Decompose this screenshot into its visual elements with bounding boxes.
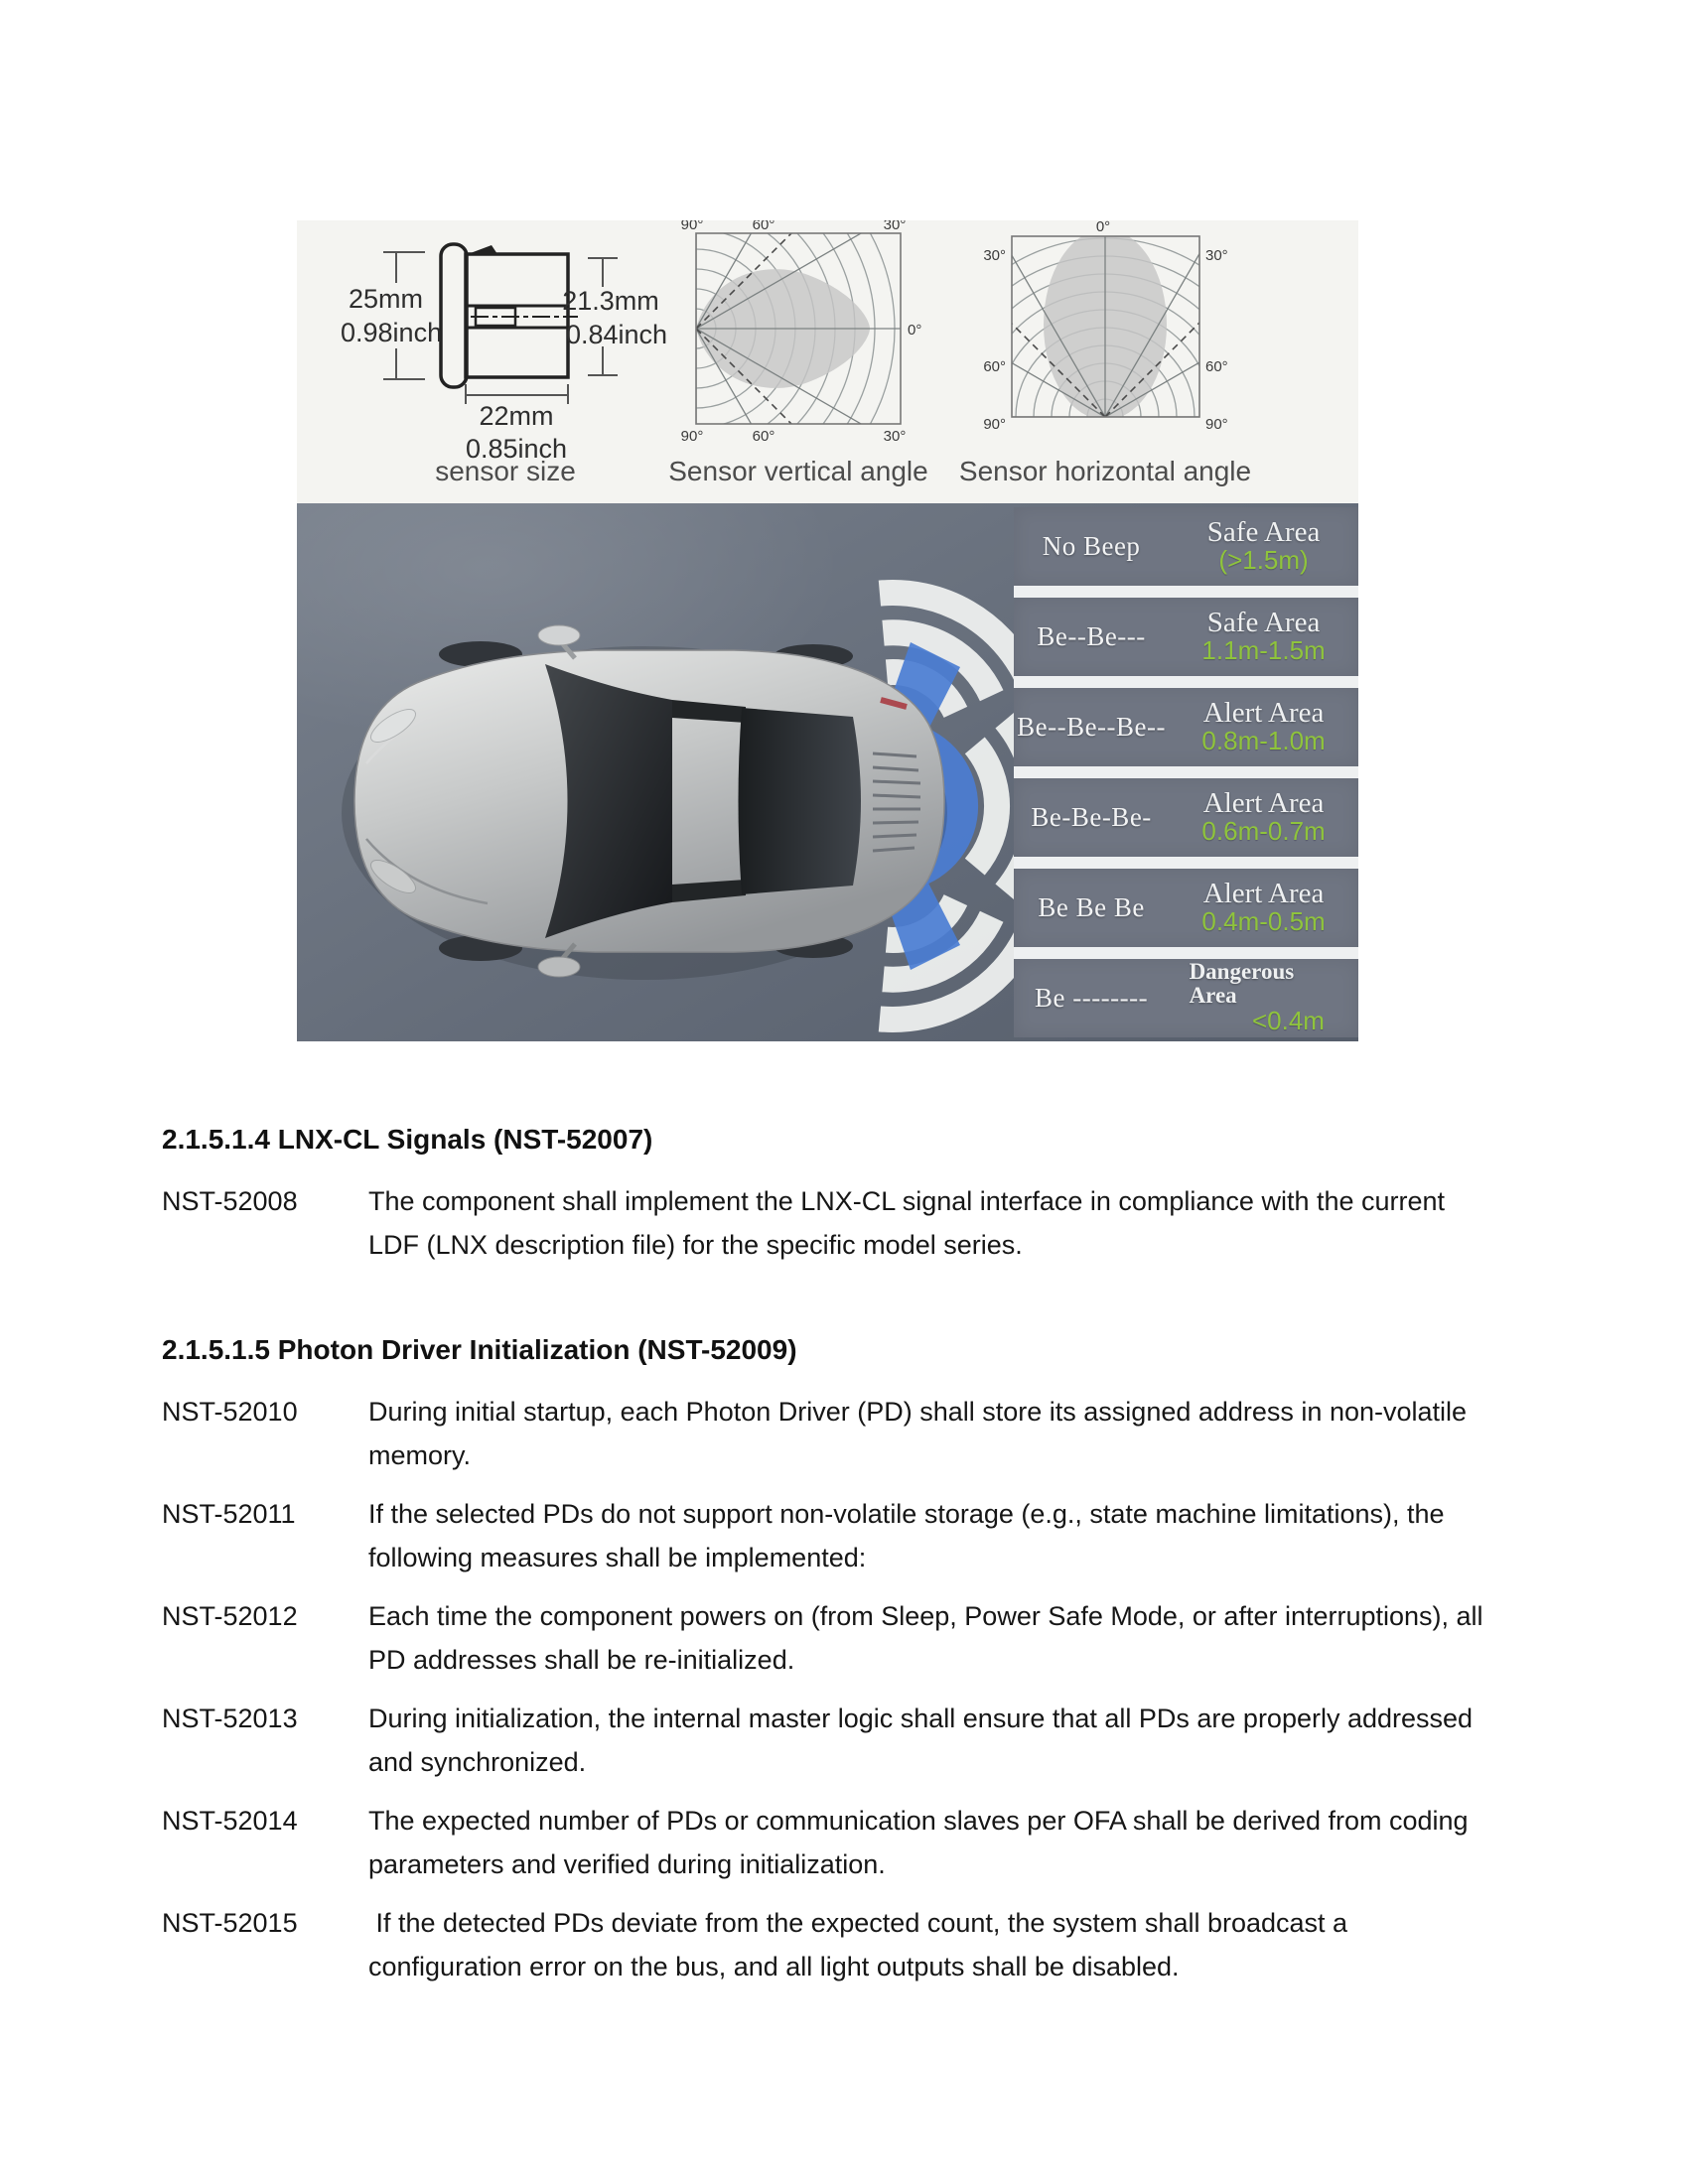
zone-range-label: 0.8m-1.0m — [1201, 726, 1326, 756]
horizontal-angle-caption: Sensor horizontal angle — [958, 456, 1252, 486]
requirement-text: If the selected PDs do not support non-volatile storage (e.g., state machine limitations), the following measures shall be implemented: — [368, 1499, 1453, 1572]
vertical-angle-label: 0° — [908, 322, 922, 339]
vertical-angle-caption: Sensor vertical angle — [668, 456, 928, 486]
horizontal-angle-diagram — [877, 220, 1334, 433]
horizontal-angle-label: 60° — [983, 358, 1006, 375]
depth-label-mm: 21.3mm — [562, 286, 659, 316]
zone-area-label: Dangerous Area — [1189, 958, 1295, 1008]
vertical-angle-label: 60° — [752, 428, 775, 445]
zone-area-label: Alert Area — [1202, 696, 1325, 729]
height-label-inch: 0.98inch — [341, 318, 443, 347]
beep-pattern: Be Be Be — [1038, 892, 1145, 922]
sensor-spec-drawing — [297, 220, 1358, 503]
height-label-mm: 25mm — [349, 284, 424, 314]
requirement-text: Each time the component powers on (from Sleep, Power Safe Mode, or after interruptions), all PD addresses shall be re-initialized. — [368, 1601, 1491, 1675]
beep-pattern: Be-Be-Be- — [1031, 802, 1152, 832]
beep-table-row — [1014, 959, 1358, 1037]
requirement-text: During initialization, the internal master logic shall ensure that all PDs are properly addressed and synchronized. — [368, 1704, 1480, 1777]
requirement-row — [162, 1492, 1492, 1579]
width-label-inch: 0.85inch — [465, 434, 568, 464]
requirement-row — [162, 1179, 1492, 1267]
section-heading: 2.1.5.1.4 LNX-CL Signals (NST-52007) — [162, 1124, 653, 1155]
requirement-id: NST-52012 — [162, 1601, 298, 1631]
beep-table-row — [1014, 778, 1358, 857]
requirement-text: During initial startup, each Photon Driver (PD) shall store its assigned address in non-volatile memory. — [368, 1397, 1475, 1470]
horizontal-angle-label: 0° — [1095, 220, 1111, 235]
horizontal-angle-label: 30° — [983, 247, 1006, 264]
zone-area-label: Safe Area — [1206, 606, 1321, 638]
zone-area-label: Alert Area — [1202, 877, 1325, 909]
requirement-id: NST-52011 — [162, 1499, 296, 1529]
sensor-spec-figure — [297, 220, 1358, 503]
beep-table-row — [1014, 598, 1358, 676]
requirement-text: The expected number of PDs or communication slaves per OFA shall be derived from coding parameters and verified during initialization. — [368, 1806, 1477, 1879]
requirement-row — [162, 1697, 1492, 1784]
requirement-row — [162, 1594, 1492, 1682]
beep-table-row — [1014, 688, 1358, 766]
requirements-content — [162, 1120, 1492, 2003]
section-photon-driver-initialization — [162, 1330, 1492, 1988]
parking-sensor-illustration — [297, 503, 1358, 1041]
requirement-id: NST-52010 — [162, 1397, 298, 1427]
vertical-angle-label: 90° — [680, 220, 704, 233]
zone-area-label: Safe Area — [1206, 515, 1321, 548]
width-label-mm: 22mm — [479, 401, 554, 431]
zone-range-label: (>1.5m) — [1218, 545, 1309, 576]
sensor-size-labels — [341, 284, 667, 464]
requirement-text: If the detected PDs deviate from the expected count, the system shall broadcast a configuration error on the bus, and all light outputs shall be disabled. — [368, 1908, 1355, 1981]
horizontal-angle-label: 60° — [1205, 358, 1228, 375]
beep-table-row — [1014, 507, 1358, 586]
vertical-angle-label: 30° — [883, 428, 907, 445]
requirement-id: NST-52014 — [162, 1806, 298, 1836]
depth-label-inch: 0.84inch — [565, 320, 668, 349]
horizontal-angle-label: 30° — [1205, 247, 1228, 264]
sensor-size-caption: sensor size — [435, 456, 576, 486]
beep-pattern: Be--Be--Be-- — [1017, 712, 1167, 742]
zone-range-label: <0.4m — [1251, 1006, 1325, 1036]
requirement-text: The component shall implement the LNX-CL signal interface in compliance with the current LDF (LNX description file) for the specific model series. — [368, 1186, 1453, 1260]
horizontal-angle-label: 90° — [983, 416, 1006, 433]
car-body — [354, 625, 944, 977]
requirement-row — [162, 1799, 1492, 1886]
section-heading: 2.1.5.1.5 Photon Driver Initialization (NST-52009) — [162, 1334, 797, 1365]
section-lnx-cl-signals — [162, 1120, 1492, 1267]
zone-area-label: Alert Area — [1202, 786, 1325, 819]
requirement-row — [162, 1390, 1492, 1477]
zone-range-label: 0.6m-0.7m — [1201, 816, 1326, 847]
beep-table-row — [1014, 869, 1358, 947]
requirement-row — [162, 1901, 1492, 1988]
vertical-angle-label: 90° — [680, 428, 704, 445]
beep-pattern: Be -------- — [1034, 983, 1149, 1013]
vertical-angle-label: 60° — [752, 220, 775, 233]
vertical-angle-label: 30° — [883, 220, 907, 233]
beep-pattern: No Beep — [1042, 531, 1141, 561]
horizontal-angle-label: 90° — [1205, 416, 1228, 433]
beep-pattern: Be--Be--- — [1037, 621, 1146, 651]
zone-range-label: 0.4m-0.5m — [1201, 906, 1326, 937]
requirement-id: NST-52013 — [162, 1704, 298, 1733]
zone-range-label: 1.1m-1.5m — [1201, 635, 1326, 666]
car-top-view — [297, 503, 1014, 1041]
requirement-id: NST-52008 — [162, 1186, 298, 1216]
rear-window — [739, 708, 862, 894]
requirement-id: NST-52015 — [162, 1908, 298, 1938]
beep-distance-table — [1014, 507, 1358, 1037]
